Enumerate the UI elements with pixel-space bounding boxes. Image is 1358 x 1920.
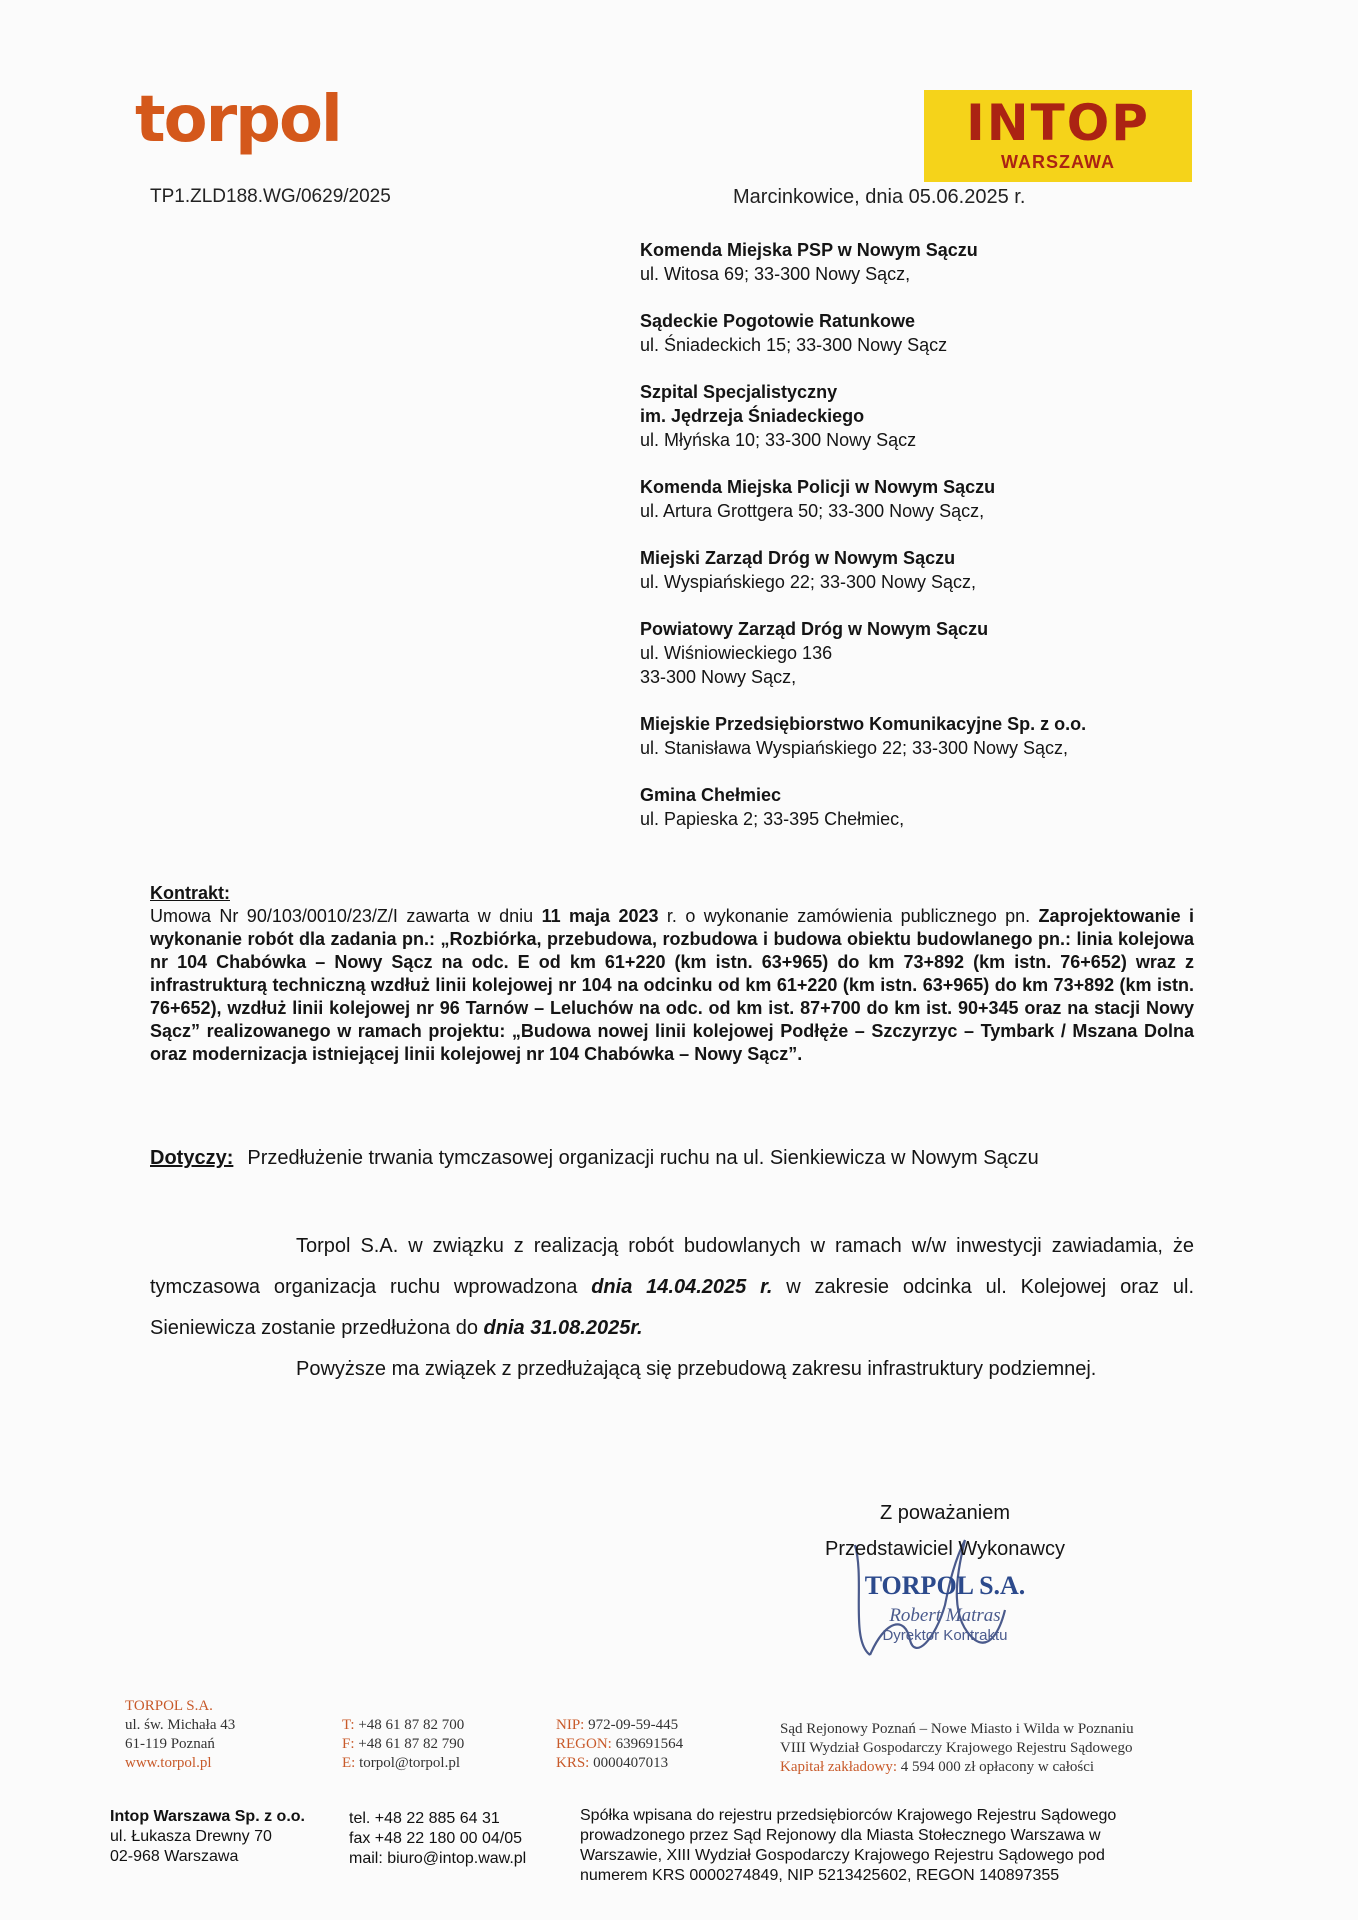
footer-contact-value: +48 61 87 82 700 [354,1717,465,1733]
recipient-address: ul. Wyspiańskiego 22; 33-300 Nowy Sącz, [640,572,977,592]
subject-label: Dotyczy: [150,1147,234,1169]
footer-id-label: REGON: [556,1736,612,1752]
footer-registry-line: prowadzonego przez Sąd Rejonowy dla Miasta Stołecznego Warszawa w [580,1827,1101,1844]
footer-intop-contacts [349,1809,574,1869]
footer-contact: tel. +48 22 885 64 31 [349,1810,500,1827]
footer-address-line: ul. św. Michała 43 [125,1717,236,1733]
footer-torpol-ids [556,1716,736,1773]
recipient-address: ul. Młyńska 10; 33-300 Nowy Sącz [640,430,917,450]
footer-intop-company: Intop Warszawa Sp. z o.o. [110,1808,305,1825]
footer-id [556,1735,736,1754]
recipient [640,712,1280,760]
footer-court-line: Sąd Rejonowy Poznań – Nowe Miasto i Wilda w Poznaniu [780,1721,1134,1737]
footer-contact [342,1735,522,1754]
footer-contact [342,1716,522,1735]
footer-id-label: NIP: [556,1717,585,1733]
recipient [640,238,1280,286]
subject-text: Przedłużenie trwania tymczasowej organizacji ruchu na ul. Sienkiewicza w Nowym Sączu [247,1147,1039,1169]
footer-contact-label: T: [342,1717,355,1733]
recipient-name: Komenda Miejska PSP w Nowym Sączu [640,240,978,260]
closing-line: Z poważaniem [879,1502,1011,1524]
company-stamp: TORPOL S.A. [864,1571,1026,1600]
recipient-name: Komenda Miejska Policji w Nowym Sączu [640,477,996,497]
recipient-name: Gmina Chełmiec [640,785,782,805]
recipient-name: Miejskie Przedsiębiorstwo Komunikacyjne Sp. z o.o. [640,714,1087,734]
recipient-name: Sądeckie Pogotowie Ratunkowe [640,311,916,331]
footer-email-link[interactable]: mail: biuro@intop.waw.pl [349,1850,527,1867]
footer-address-line: ul. Łukasza Drewny 70 [110,1828,272,1845]
footer-contact-value: +48 61 87 82 790 [354,1736,465,1752]
recipient-name: Szpital Specjalistyczny im. Jędrzeja Śniadeckiego [640,382,865,426]
recipient-address: ul. Śniadeckich 15; 33-300 Nowy Sącz [640,335,948,355]
signer-name: Robert Matras [889,1605,1001,1626]
document-reference: TP1.ZLD188.WG/0629/2025 [150,186,391,207]
footer-torpol-contacts [342,1716,522,1773]
recipient-address: ul. Artura Grottgera 50; 33-300 Nowy Sącz, [640,501,985,521]
recipient-address: ul. Witosa 69; 33-300 Nowy Sącz, [640,264,911,284]
contract-subject: Zaprojektowanie i wykonanie robót dla zadania pn.: „Rozbiórka, przebudowa, rozbudowa i budowa obiektu budowlanego pn.: linia kolejowa nr 104 Chabówka – Nowy Sącz na odc. E od km 61+220 (km istn. 63+965) do km 73+892 (km istn. 76+652) wraz z infrastrukturą techniczną wzdłuż linii kolejowej nr 104 na odcinku od km 61+220 (km istn. 63+965) do km 73+892 (km istn. 76+652), wzdłuż linii kolejowej nr 96 Tarnów – Leluchów na odc. od km ist. 87+700 do km ist. 90+345 oraz na stacji Nowy Sącz” realizowanego w ramach projektu: „Budowa nowej linii kolejowej Podłęże – Szczyrzyc – Tymbark / Mszana Dolna oraz modernizacja istniejącej linii kolejowej nr 104 Chabówka – Nowy Sącz”. [150,906,1194,1064]
footer-contact: fax +48 22 180 00 04/05 [349,1830,523,1847]
body-text: Torpol S.A. w związku z realizacją robót budowlanych w ramach w/w inwestycji zawiadamia, że tymczasowa organizacja ruchu wprowadzona [150,1235,1194,1298]
body-date-start: dnia 14.04.2025 r. [591,1276,773,1298]
footer-id [556,1754,736,1773]
recipient [640,617,1280,689]
recipient-address: ul. Papieska 2; 33-395 Chełmiec, [640,809,905,829]
footer-contact [342,1754,522,1773]
footer-capital-label: Kapitał zakładowy: [780,1759,898,1775]
footer-registry-line: numerem KRS 0000274849, NIP 5213425602, REGON 140897355 [580,1867,1060,1884]
footer-email-link[interactable]: torpol@torpol.pl [355,1755,460,1771]
body-date-end: dnia 31.08.2025r. [483,1317,643,1339]
contract-section [150,882,1194,1066]
footer-capital [780,1758,1220,1777]
contract-label: Kontrakt: [150,883,230,903]
recipient-address: ul. Wiśniowieckiego 136 [640,643,833,663]
subject-line [150,1147,1039,1170]
body-text: w zakresie odcinka ul. Kolejowej oraz ul. Sieniewicza zostanie przedłużona do [150,1276,1195,1339]
footer-company: TORPOL S.A. [125,1698,213,1714]
footer-address-line: 61-119 Poznań [125,1736,215,1752]
footer-id [556,1716,736,1735]
footer-registry-line: Warszawie, XIII Wydział Gospodarczy Krajowego Rejestru Sądowego pod [580,1847,1105,1864]
footer-website-link[interactable]: www.torpol.pl [125,1755,212,1771]
recipient-name: Powiatowy Zarząd Dróg w Nowym Sączu [640,619,989,639]
recipient [640,380,1280,452]
footer-torpol-address [125,1697,295,1773]
footer-registry-line: Spółka wpisana do rejestru przedsiębiorców Krajowego Rejestru Sądowego [580,1807,1117,1824]
recipient [640,475,1280,523]
footer-capital-value: 4 594 000 zł opłacony w całości [897,1759,1095,1775]
recipient [640,546,1280,594]
recipient-address: ul. Stanisława Wyspiańskiego 22; 33-300 Nowy Sącz, [640,738,1069,758]
contract-text [150,905,1194,1066]
footer-id-value: 972-09-59-445 [584,1717,679,1733]
footer-id-label: KRS: [556,1755,590,1771]
body-paragraph [150,1226,1194,1349]
footer-id-value: 639691564 [611,1736,684,1752]
recipient-address: 33-300 Nowy Sącz, [640,667,797,687]
letter-body [150,1226,1194,1390]
footer-intop-registry [580,1806,1220,1886]
recipient [640,783,1280,831]
footer-contact-label: E: [342,1755,356,1771]
footer-address-line: 02-968 Warszawa [110,1848,239,1865]
document-date: Marcinkowice, dnia 05.06.2025 r. [733,186,1026,208]
intop-logo-text: INTOP [966,94,1150,152]
recipient-list [640,238,1280,854]
signer-role: Przedstawiciel Wykonawcy [825,1538,1065,1560]
torpol-logo: torpol [135,83,341,157]
footer-contact-label: F: [342,1736,355,1752]
intop-logo [924,90,1192,182]
recipient [640,309,1280,357]
contract-date: 11 maja 2023 [541,906,659,926]
signer-title: Dyrektor Kontraktu [882,1627,1008,1644]
body-paragraph: Powyższe ma związek z przedłużającą się przebudową zakresu infrastruktury podziemnej. [296,1358,1097,1380]
signature-block [780,1495,1110,1644]
footer-court-line: VIII Wydział Gospodarczy Krajowego Rejestru Sądowego [780,1740,1133,1756]
intop-logo-subtext: WARSZAWA [1001,152,1115,172]
contract-text-a: Umowa Nr 90/103/0010/23/Z/I zawarta w dniu [150,906,542,926]
footer-torpol-court [780,1720,1220,1777]
footer-intop-address [110,1807,345,1867]
contract-text-b: r. o wykonanie zamówienia publicznego pn. [658,906,1039,926]
recipient-name: Miejski Zarząd Dróg w Nowym Sączu [640,548,956,568]
footer-id-value: 0000407013 [589,1755,669,1771]
